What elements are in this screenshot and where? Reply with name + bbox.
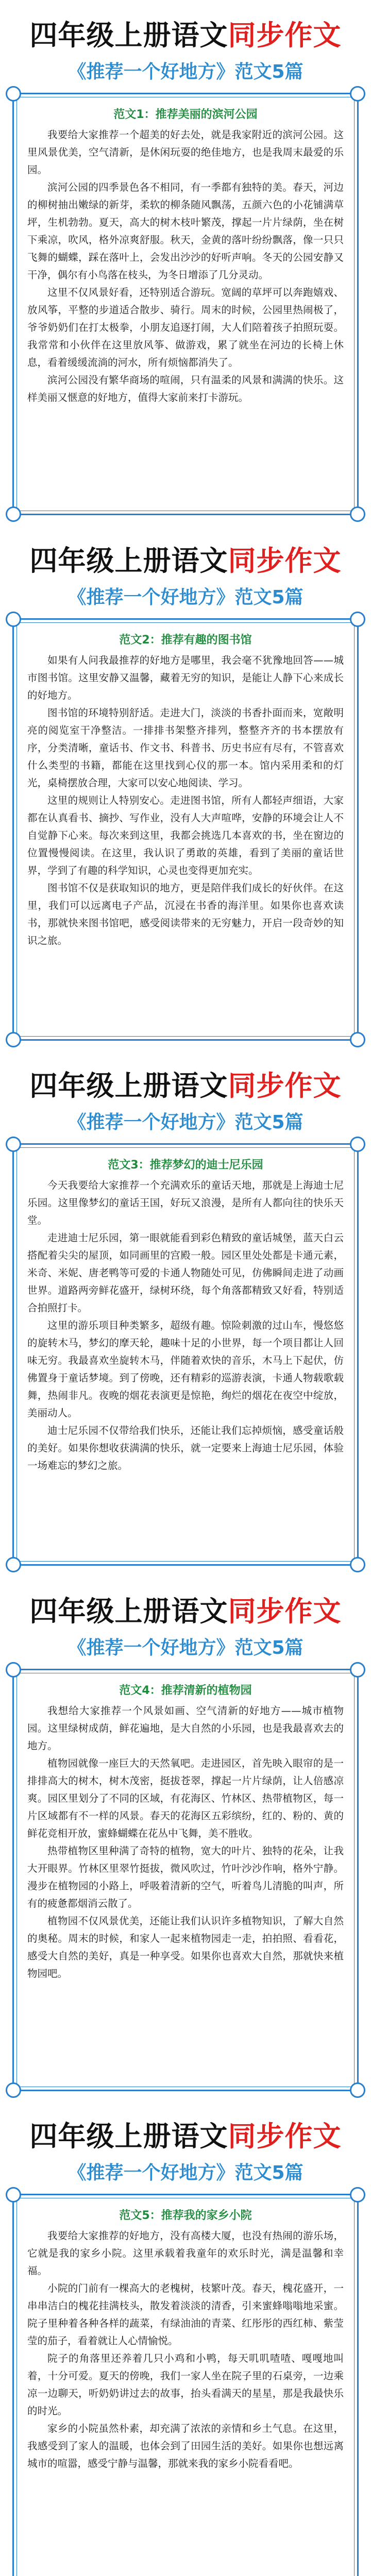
essay-section bbox=[0, 1576, 371, 2100]
title-accent: 同步作文 bbox=[228, 1595, 342, 1628]
title-accent: 同步作文 bbox=[228, 19, 342, 52]
page-subtitle: 《推荐一个好地方》范文5篇 bbox=[68, 2162, 303, 2183]
essay-paragraphs bbox=[27, 1702, 344, 1982]
frame-corner-ornament bbox=[350, 1557, 365, 1572]
essay-body bbox=[27, 2208, 344, 2576]
essay-paragraph: 我想给大家推荐一个风景如画、空气清新的好地方——城市植物园。这里绿树成荫，鲜花遍地，是大自然的小乐园，也是我最喜欢去的地方。 bbox=[27, 1704, 344, 1752]
essay-body bbox=[27, 632, 344, 1029]
essay-paragraph: 这里的规则让人特别安心。走进图书馆，所有人都轻声细语，大家都在认真看书、摘抄、写作业，没有人大声喧哗，安静的环境会让人不自觉静下心来。每次来到这里，我都会挑选几本喜欢的书，坐在窗边的位置慢慢阅读。在这里，我认识了勇敢的英雄，看到了美丽的童话世界，学到了有趣的科学知识，心灵也变得更加充实。 bbox=[27, 794, 344, 876]
page-subtitle: 《推荐一个好地方》范文5篇 bbox=[68, 1637, 303, 1658]
page-title bbox=[0, 1595, 371, 1629]
page-subtitle: 《推荐一个好地方》范文5篇 bbox=[68, 586, 303, 608]
frame-corner-ornament bbox=[350, 506, 365, 522]
essay-heading: 范文4：推荐清新的植物园 bbox=[119, 1684, 252, 1697]
essay-heading: 范文1：推荐美丽的滨河公园 bbox=[113, 108, 258, 121]
essay-paragraph: 热带植物区里种满了奇特的植物，宽大的叶片、独特的花朵，让我大开眼界。竹林区里翠竹挺拔，微风吹过，竹叶沙沙作响，格外宁静。漫步在植物园的小路上，呼吸着清新的空气，听着鸟儿清脆的叫声，所有的疲惫都烟消云散了。 bbox=[27, 1844, 344, 1909]
page-title bbox=[0, 2120, 371, 2154]
essay-paragraph: 我要给大家推荐的好地方，没有高楼大厦，也没有热闹的游乐场，它就是我的家乡小院。这里承载着我童年的欢乐时光，满是温馨和幸福。 bbox=[27, 2230, 344, 2277]
title-accent: 同步作文 bbox=[228, 1070, 342, 1102]
essay-paragraph: 图书馆的环境特别舒适。走进大门，淡淡的书香扑面而来，宽敞明亮的阅览室干净整洁。一排排书架整齐排列，整整齐齐的书本摆放有序，分类清晰，童话书、作文书、科普书、历史书应有尽有，不管喜欢什么类型的书籍，都能在这里找到心仪的那一本。馆内采用柔和的灯光，桌椅摆放合理，大家可以安心地阅读、学习。 bbox=[27, 706, 344, 789]
essay-heading: 范文2：推荐有趣的图书馆 bbox=[119, 633, 252, 647]
essay-paragraph: 如果有人问我最推荐的好地方是哪里，我会毫不犹豫地回答——城市图书馆。这里安静又温馨，藏着无穷的知识，是能让人静下心来成长的好地方。 bbox=[27, 654, 344, 701]
frame-corner-ornament bbox=[350, 2187, 365, 2202]
frame-corner-ornament bbox=[6, 2187, 21, 2202]
frame-corner-ornament bbox=[350, 86, 365, 101]
frame-corner-ornament bbox=[6, 1662, 21, 1677]
essay-paragraphs bbox=[27, 652, 344, 950]
page-title bbox=[0, 19, 371, 53]
essay-paragraph: 滨河公园的四季景色各不相同，有一季都有独特的美。春天，河边的柳树抽出嫩绿的新芽，柔软的柳条随风飘荡，五颜六色的小花铺满草坪，生机勃勃。夏天，高大的树木枝叶繁茂，撑起一片片绿荫，坐在树下乘凉，吹风，格外凉爽舒服。秋天，金黄的落叶纷纷飘落，像一只只飞舞的蝴蝶，踩在落叶上，会发出沙沙的好听声响。冬天的公园安静又干净，偶尔有小鸟落在枝头，为冬日增添了几分灵动。 bbox=[27, 181, 344, 281]
essay-frame bbox=[12, 1669, 359, 2091]
essay-frame bbox=[12, 618, 359, 1041]
frame-corner-ornament bbox=[350, 612, 365, 627]
title-main: 四年级上册语文 bbox=[29, 2120, 228, 2153]
essay-heading: 范文3：推荐梦幻的迪士尼乐园 bbox=[108, 1159, 263, 1172]
essay-paragraph: 植物园不仅风景优美，还能让我们认识许多植物知识，了解大自然的奥秘。周末的时候，和家人一起来植物园走一走，拍拍照、看看花，感受大自然的美好，真是一种享受。如果你也喜欢大自然，那就快来植物园吧。 bbox=[27, 1914, 344, 1979]
page-subtitle: 《推荐一个好地方》范文5篇 bbox=[68, 1112, 303, 1133]
essay-paragraph: 滨河公园没有繁华商场的喧闹，只有温柔的风景和满满的快乐。这样美丽又惬意的好地方，值得大家前来打卡游玩。 bbox=[27, 374, 344, 403]
essay-frame bbox=[12, 2194, 359, 2576]
essay-paragraph: 院子的角落里还养着几只小鸡和小鸭，每天叽叽喳喳、嘎嘎地叫着，十分可爱。夏天的傍晚，我们一家人坐在院子里的石桌旁，一边乘凉一边聊天，听奶奶讲过去的故事，抬头看满天的星星，那是我最快乐的时光。 bbox=[27, 2352, 344, 2417]
essay-paragraph: 图书馆不仅是获取知识的地方，更是陪伴我们成长的好伙伴。在这里，我们可以远离电子产品，沉浸在书香的海洋里。如果你也喜欢读书，那就快来图书馆吧，感受阅读带来的无穷魅力，开启一段奇妙的知识之旅。 bbox=[27, 882, 344, 946]
frame-corner-ornament bbox=[350, 1137, 365, 1152]
essay-paragraph: 植物园就像一座巨大的天然氧吧。走进园区，首先映入眼帘的是一排排高大的树木，树木茂密，挺拔苍翠，撑起一片片绿荫，让人倍感凉爽。园区里划分了不同的区域，有花海区、竹林区、热带植物区，每一片区域都有不一样的风景。春天的花海区五彩缤纷，红的、粉的、黄的鲜花竞相开放，蜜蜂蝴蝶在花丛中飞舞，美不胜收。 bbox=[27, 1757, 344, 1839]
frame-corner-ornament bbox=[350, 1032, 365, 1047]
essay-paragraph: 家乡的小院虽然朴素，却充满了浓浓的亲情和乡土气息。在这里，我感受到了家人的温暖，也体会到了田园生活的美好。如果你也想远离城市的喧嚣，感受宁静与温馨，那就来我的家乡小院看看吧。 bbox=[27, 2422, 344, 2469]
page-subtitle: 《推荐一个好地方》范文5篇 bbox=[68, 61, 303, 82]
essay-section bbox=[0, 1050, 371, 1575]
essay-heading: 范文5：推荐我的家乡小院 bbox=[119, 2209, 252, 2222]
title-accent: 同步作文 bbox=[228, 544, 342, 577]
frame-corner-ornament bbox=[6, 506, 21, 522]
essay-paragraph: 小院的门前有一棵高大的老槐树，枝繁叶茂。春天，槐花盛开，一串串洁白的槐花挂满枝头，散发着淡淡的清香，引来蜜蜂嗡嗡地采蜜。院子里种着各种各样的蔬菜，有绿油油的青菜、红彤彤的西红柿、紫莹莹的茄子，看着就让人心情愉悦。 bbox=[27, 2282, 344, 2347]
essay-paragraphs bbox=[27, 126, 344, 406]
essay-paragraph: 这里不仅风景好看，还特别适合游玩。宽阔的草坪可以奔跑嬉戏、放风筝，平整的步道适合散步、骑行。周末的时候，公园里热闹极了，爷爷奶奶们在打太极拳，小朋友追逐打闹，大人们陪着孩子拍照玩耍。我常常和小伙伴在这里放风筝、做游戏，累了就坐在河边的长椅上休息，看着缓缓流淌的河水，所有烦恼都消失了。 bbox=[27, 286, 344, 368]
essay-paragraph: 迪士尼乐园不仅带给我们快乐，还能让我们忘掉烦恼，感受童话般的美好。如果你想收获满满的快乐，就一定要来上海迪士尼乐园，体验一场难忘的梦幻之旅。 bbox=[27, 1425, 344, 1471]
essay-body bbox=[27, 1683, 344, 2079]
frame-corner-ornament bbox=[6, 2082, 21, 2098]
frame-corner-ornament bbox=[6, 86, 21, 101]
frame-corner-ornament bbox=[6, 1032, 21, 1047]
title-main: 四年级上册语文 bbox=[29, 544, 228, 577]
essay-paragraph: 走进迪士尼乐园，第一眼就能看到彩色精致的童话城堡，蓝天白云搭配着尖尖的屋顶，如同画里的宫殿一般。园区里处处都是卡通元素，米奇、米妮、唐老鸭等可爱的卡通人物随处可见，仿佛瞬间走进了动画世界。道路两旁鲜花盛开，绿树环绕，每个角落都精致又好看，特别适合拍照打卡。 bbox=[27, 1232, 344, 1314]
title-accent: 同步作文 bbox=[228, 2120, 342, 2153]
title-main: 四年级上册语文 bbox=[29, 19, 228, 52]
title-main: 四年级上册语文 bbox=[29, 1070, 228, 1102]
essay-body bbox=[27, 107, 344, 503]
frame-corner-ornament bbox=[6, 1557, 21, 1572]
essay-paragraph: 今天我要给大家推荐一个充满欢乐的童话天地，那就是上海迪士尼乐园。这里像梦幻的童话王国，好玩又浪漫，是所有人都向往的快乐天堂。 bbox=[27, 1179, 344, 1226]
essay-section bbox=[0, 526, 371, 1050]
essay-section bbox=[0, 2101, 371, 2576]
frame-corner-ornament bbox=[6, 1137, 21, 1152]
frame-corner-ornament bbox=[350, 1662, 365, 1677]
frame-corner-ornament bbox=[6, 612, 21, 627]
page-title bbox=[0, 1069, 371, 1103]
essay-frame bbox=[12, 1143, 359, 1566]
essay-frame bbox=[12, 93, 359, 515]
essay-paragraph: 我要给大家推荐一个超美的好去处，就是我家附近的滨河公园。这里风景优美，空气清新，是休闲玩耍的绝佳地方，也是我周末最爱的乐园。 bbox=[27, 129, 344, 176]
title-main: 四年级上册语文 bbox=[29, 1595, 228, 1628]
page-title bbox=[0, 544, 371, 578]
frame-corner-ornament bbox=[350, 2082, 365, 2098]
essay-body bbox=[27, 1157, 344, 1554]
essay-paragraphs bbox=[27, 2227, 344, 2472]
essay-paragraph: 这里的游乐项目种类繁多，超级有趣。惊险刺激的过山车，慢悠悠的旋转木马，梦幻的摩天轮，趣味十足的小世界，每一个项目都让人回味无穷。我最喜欢坐旋转木马，伴随着欢快的音乐，木马上下起伏，仿佛置身于童话梦境。到了傍晚，还有精彩的巡游表演，卡通人物载歌载舞，热闹非凡。夜晚的烟花表演更是惊艳，绚烂的烟花在夜空中绽放，美丽动人。 bbox=[27, 1319, 344, 1419]
essay-section bbox=[0, 0, 371, 524]
essay-paragraphs bbox=[27, 1177, 344, 1475]
